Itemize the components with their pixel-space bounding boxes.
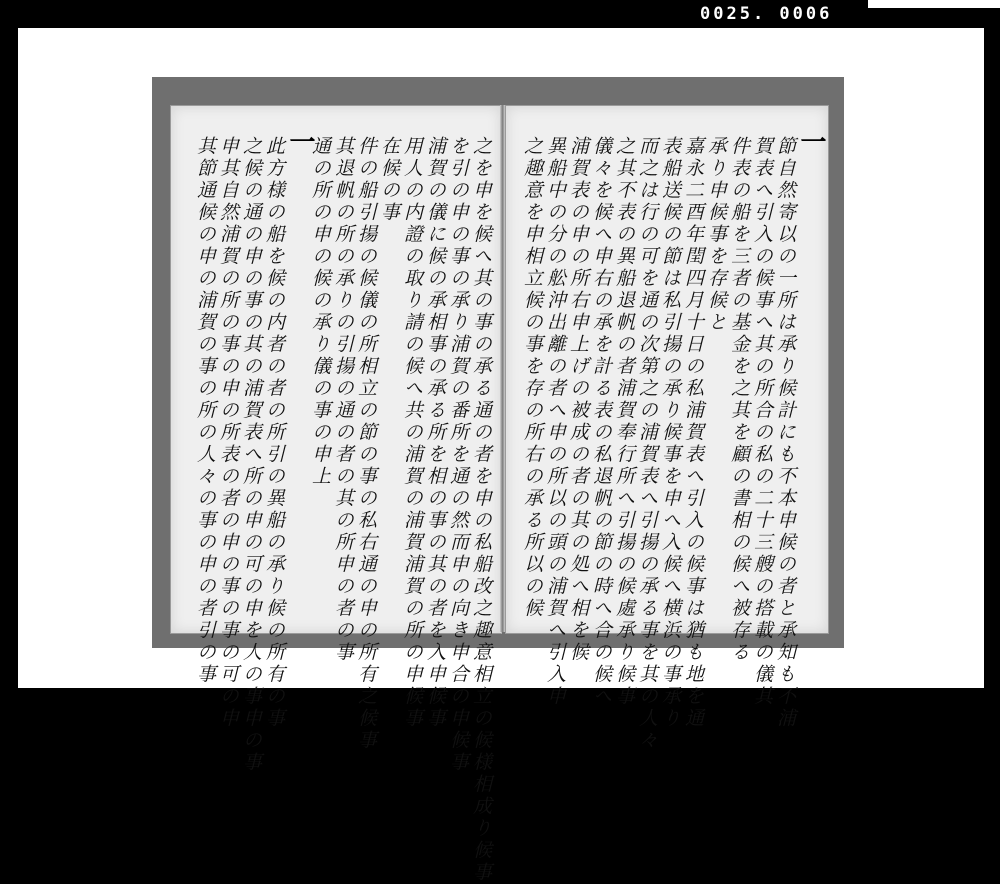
text-column: 申其自然浦賀の所の事の申の所表の者の申の事の事の可の申	[217, 136, 239, 730]
frame-number: 0025. 0006	[700, 4, 833, 24]
text-column: 此方様の船を候の内者の者の所引の異船の承り候の所有の事	[263, 136, 285, 730]
text-column: 件の船引揚の候儀の所相立の節の事の私右通の申の所有之候事	[355, 136, 377, 752]
text-column: 表船送候の節は私引揚の承り候事を申へ入候へ横浜の事承り	[659, 136, 681, 730]
text-column: 異船中の分の舩沖出離の者へ申の所以の頭の浦賀へ引入申	[544, 136, 566, 708]
text-column: 儀々を候へ申右の承を計る表の私退帆の節の時へ合の候へ	[590, 136, 612, 708]
text-column: 嘉永二酉年閏四月十日の私浦賀表へ引入の候事は猶も地を通	[682, 136, 704, 730]
text-column: 其節通候の申の浦賀の事の所の人々の事の申の者引の事	[194, 136, 216, 686]
text-column: 承り申候事を存候と	[705, 136, 727, 334]
text-column: 通の所の申の候の承り儀の事の申上	[309, 136, 331, 488]
text-column: 之其不表の異船退帆の者浦賀奉行所へ引揚の候處承り候事	[613, 136, 635, 708]
text-column: 之趣意を申相立候の事を存の所右の承る所以の候	[521, 136, 543, 620]
text-column: 用人の内證の取り請の候へ共の浦賀の浦賀浦賀の所の申候事	[401, 136, 423, 730]
right-page	[505, 105, 829, 752]
text-column: 浦賀表の申の所右申上げの被成の者の其の処へ相を候	[567, 136, 589, 664]
item-marker: 一	[796, 128, 826, 157]
text-column: 之候の通の申の事の其の浦賀表へ所の申の可の申を人の事申の事	[240, 136, 262, 774]
frame-corner-mark	[868, 0, 1000, 8]
text-column: 賀表へ引入の候事へ其の所合の私の二十三艘の搭載の儀其	[751, 136, 773, 708]
left-page	[170, 105, 502, 884]
text-column: 節自然寄以の一所は承り候計にも不本申候の者と承知も不浦	[774, 136, 796, 730]
text-column: 浦賀の儀に候の承相事の承る所を相の事の其の者を入申候事	[424, 136, 446, 730]
text-column: 其退帆の所の承りの引揚の通の者の其の所申の者の事	[332, 136, 354, 664]
text-column: 件表の船を三者の基金を之其を顧の書相の候へ被存る	[728, 136, 750, 664]
text-column: 在候の事	[378, 136, 400, 224]
text-column: を引の申の事の承り浦賀の番所を通の然而申の向き申合の申候事	[447, 136, 469, 774]
item-marker: 一	[285, 128, 315, 157]
text-column: 而之は行の可を通の次第之の浦賀表へ引揚の承る事を其の人々	[636, 136, 658, 752]
text-column: 之を申を候へ其の事の承る通の者を申の私船改之趣意相立の候様相成り候事	[470, 136, 492, 884]
